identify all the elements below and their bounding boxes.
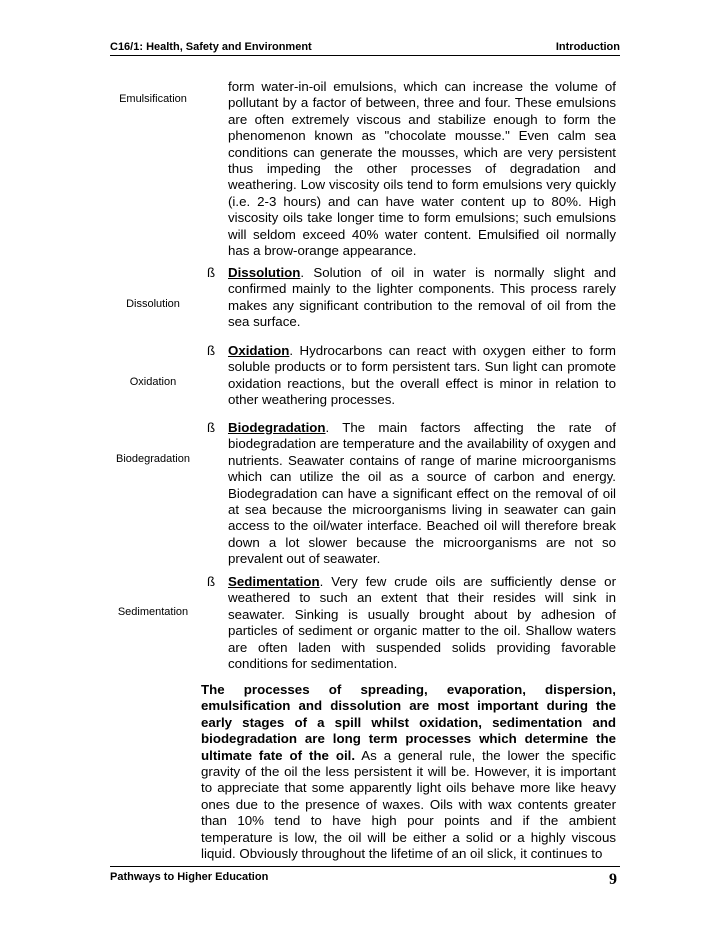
sedimentation-text: . Very few crude oils are sufficiently dense or weathered to such an extent that their resides will sink in seawater. Sinking is usually brought about by adhesion of particles of sediment or organic matter to the oil. Shallow waters are often laden with suspended solids providing favorable conditions for sedimentation. xyxy=(228,574,616,672)
biodegradation-text: . The main factors affecting the rate of biodegradation are temperature and the availability of oxygen and nutrients. Seawater contains of range of marine microorganisms which can utilize the oil as a source of carbon and energy. Biodegradation can have a significant effect on the removal of oil at sea because the microorganisms living in seawater can gain access to the oil/water interface. Beached oil will therefore break down a lot slower because the microorganisms are not so prevalent out of seawater. xyxy=(228,420,616,567)
oxidation-paragraph xyxy=(228,343,616,409)
margin-label-emulsification: Emulsification xyxy=(119,93,187,105)
biodegradation-paragraph xyxy=(228,420,616,568)
summary-bold-text: The processes of spreading, evaporation, dispersion, emulsification and dissolution are most important during the early stages of a spill whilst oxidation, sedimentation and biodegradation are long term processes which determine the ultimate fate of the oil. xyxy=(201,682,616,763)
bullet-marker: ß xyxy=(207,343,216,358)
header-section-title: Introduction xyxy=(555,41,620,53)
margin-label-sedimentation: Sedimentation xyxy=(117,606,189,618)
bullet-marker: ß xyxy=(207,420,216,435)
page-footer xyxy=(110,866,620,887)
sedimentation-paragraph xyxy=(228,574,616,672)
dissolution-paragraph xyxy=(228,265,616,331)
page-header xyxy=(110,41,620,56)
bullet-marker: ß xyxy=(207,265,216,280)
margin-label-oxidation: Oxidation xyxy=(129,376,177,388)
header-course-title: C16/1: Health, Safety and Environment xyxy=(110,41,312,53)
page-number: 9 xyxy=(609,871,617,888)
summary-body-text: As a general rule, the lower the specific gravity of the oil the less persistent it will be. However, it is important to appreciate that some apparently light oils behave more like heavy ones due to the presence of waxes. Oils with wax contents greater than 10% tend to have high pour points and if the ambient temperature is low, the oil will be either a solid or a highly viscous liquid. Obviously throughout the lifetime of an oil slick, it continues to xyxy=(201,747,616,862)
oxidation-term: Oxidation xyxy=(228,343,290,358)
biodegradation-term: Biodegradation xyxy=(228,420,326,435)
sedimentation-term: Sedimentation xyxy=(228,574,320,589)
dissolution-term: Dissolution xyxy=(228,265,301,280)
dissolution-text: . Solution of oil in water is normally slight and confirmed mainly to the lighter components. This process rarely makes any significant contribution to the removal of oil from the sea surface. xyxy=(228,265,616,330)
bullet-marker: ß xyxy=(207,574,216,589)
oxidation-text: . Hydrocarbons can react with oxygen either to form soluble products or to form persistent tars. Sun light can promote oxidation reactions, but the overall effect is minor in relation to other weathering processes. xyxy=(228,343,616,408)
margin-label-dissolution: Dissolution xyxy=(126,298,180,310)
emulsification-paragraph: form water-in-oil emulsions, which can increase the volume of pollutant by a factor of between, three and four. These emulsions are often extremely viscous and stabilize enough to form the phenomenon known as "chocolate mousse." Even calm sea conditions can generate the mousses, which are very persistent thus impeding the other processes of degradation and weathering. Low viscosity oils tend to form emulsions very quickly (i.e. 2-3 hours) and can have water content up to 80%. High viscosity oils take longer time to form emulsions; such emulsions will seldom exceed 40% water content. Emulsified oil normally has a brow-orange appearance. xyxy=(228,79,616,259)
margin-label-biodegradation: Biodegradation xyxy=(115,453,190,465)
summary-paragraph xyxy=(201,682,616,862)
footer-publication-title: Pathways to Higher Education xyxy=(110,871,269,883)
